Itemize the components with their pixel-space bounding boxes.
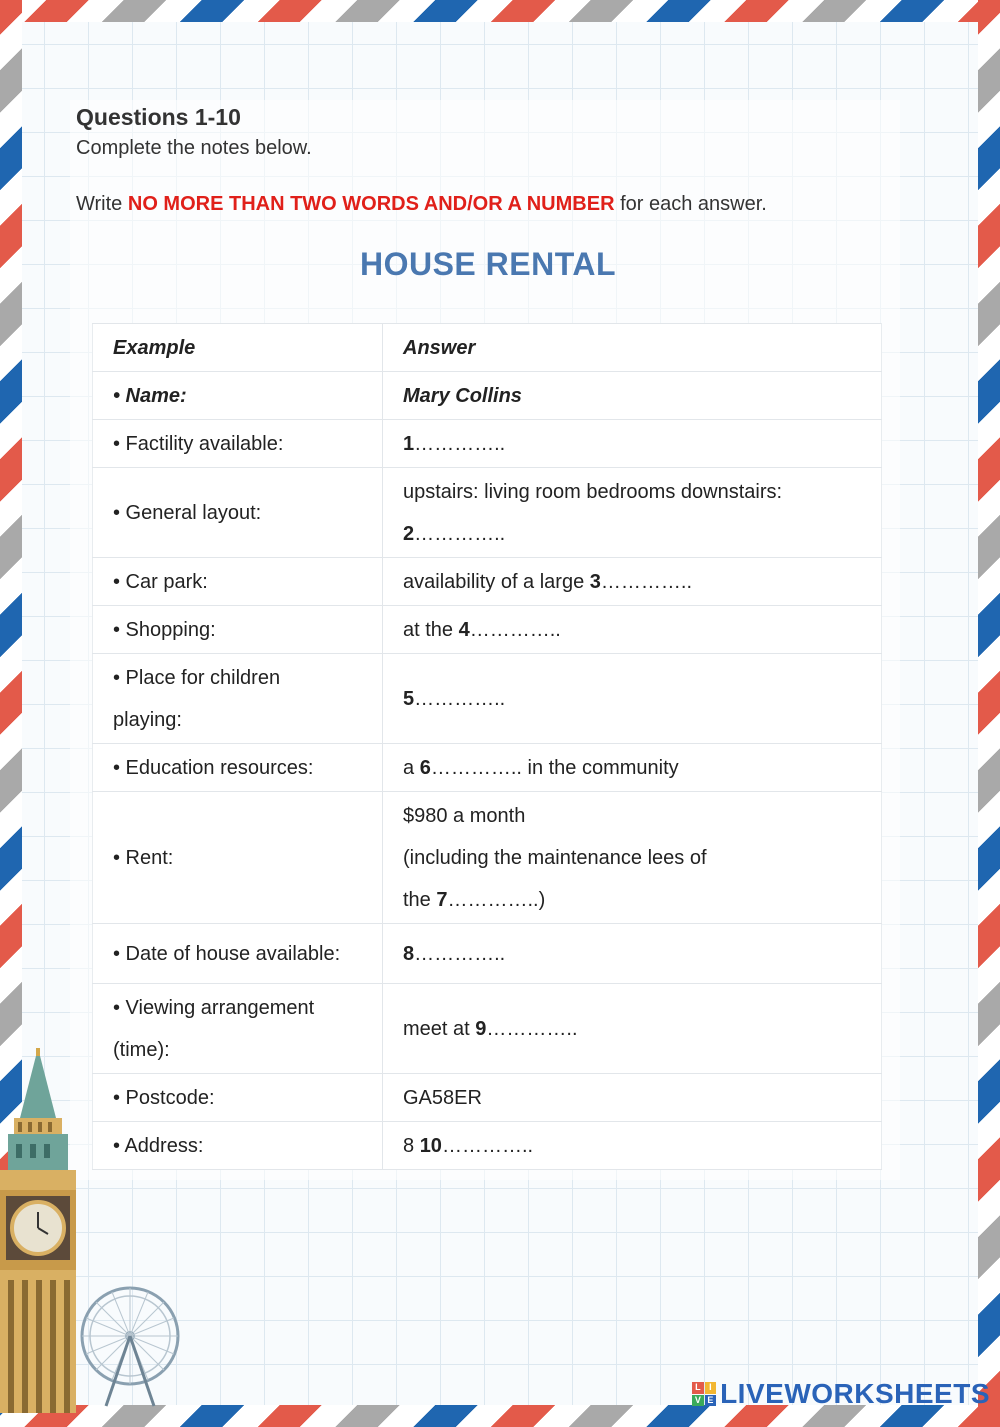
table-row xyxy=(93,792,882,924)
row-label: • Date of house available: xyxy=(93,924,383,984)
answer-blank[interactable]: ………….. xyxy=(486,1017,578,1040)
row-label: • Education resources: xyxy=(93,744,383,792)
answer-text: meet at xyxy=(403,1017,470,1040)
answer-blank[interactable]: ………….. xyxy=(430,756,522,779)
question-number: 9 xyxy=(475,1017,487,1040)
table-row-header xyxy=(93,324,882,372)
row-label: • Car park: xyxy=(93,558,383,606)
row-label: • Address: xyxy=(93,1122,383,1170)
question-number: 4 xyxy=(458,618,470,641)
instruction-suffix: for each answer. xyxy=(620,193,767,215)
table-row xyxy=(93,606,882,654)
answer-blank[interactable]: ………….. xyxy=(600,570,693,593)
question-number: 7 xyxy=(436,888,448,911)
answer-blank[interactable]: ………….. xyxy=(414,432,506,455)
answer-blank[interactable]: ………….. xyxy=(469,618,561,641)
row-label xyxy=(93,984,383,1074)
example-label: Example xyxy=(93,324,383,372)
questions-subtitle: Complete the notes below. xyxy=(76,137,312,159)
answer-blank[interactable]: ………….. xyxy=(447,888,539,911)
instruction-line xyxy=(76,193,767,216)
question-number: 10 xyxy=(419,1134,442,1157)
notes-table xyxy=(92,323,882,1170)
answer-cell xyxy=(383,654,882,744)
row-label: • Postcode: xyxy=(93,1074,383,1122)
table-row-example xyxy=(93,372,882,420)
answer-cell xyxy=(383,420,882,468)
table-row xyxy=(93,468,882,558)
table-row xyxy=(93,654,882,744)
logo-letter: I xyxy=(705,1382,717,1394)
table-row xyxy=(93,1074,882,1122)
answer-text: (including the maintenance lees of xyxy=(403,846,707,869)
logo-text: LIVEWORKSHEETS xyxy=(720,1378,990,1409)
row-label: • Rent: xyxy=(93,792,383,924)
answer-text: the xyxy=(403,888,431,911)
answer-cell xyxy=(383,468,882,558)
logo-letter: V xyxy=(692,1395,704,1407)
answer-cell xyxy=(383,984,882,1074)
answer-text: $980 a month xyxy=(403,804,526,827)
ferris-wheel-illustration xyxy=(76,1284,186,1409)
name-value: Mary Collins xyxy=(383,372,882,420)
row-label: • Shopping: xyxy=(93,606,383,654)
table-row xyxy=(93,420,882,468)
answer-cell xyxy=(383,924,882,984)
question-number: 2 xyxy=(403,522,415,545)
airmail-border-top xyxy=(0,0,1000,22)
name-label: • Name: xyxy=(93,372,383,420)
table-row xyxy=(93,984,882,1074)
logo-letter: E xyxy=(705,1395,717,1407)
answer-blank[interactable]: ………….. xyxy=(414,522,506,545)
answer-text: ) xyxy=(538,888,546,911)
questions-title: Questions 1-10 xyxy=(76,104,241,130)
row-label-line: (time): xyxy=(113,1038,170,1061)
table-row xyxy=(93,744,882,792)
answer-blank[interactable]: ………….. xyxy=(414,687,506,710)
document-title: HOUSE RENTAL xyxy=(359,246,617,282)
airmail-border-right xyxy=(978,0,1000,1413)
question-number: 6 xyxy=(419,756,431,779)
answer-text: 8 xyxy=(403,1134,415,1157)
table-row xyxy=(93,1122,882,1170)
row-label: • Factility available: xyxy=(93,420,383,468)
instruction-emphasis: NO MORE THAN TWO WORDS AND/OR A NUMBER xyxy=(127,193,615,215)
question-number: 3 xyxy=(589,570,601,593)
answer-text: at the xyxy=(403,618,454,641)
answer-text: in the community xyxy=(527,756,679,779)
answer-cell xyxy=(383,792,882,924)
answer-cell xyxy=(383,558,882,606)
logo-icon xyxy=(692,1382,716,1406)
postcode-value: GA58ER xyxy=(383,1074,882,1122)
row-label-line: • Place for children xyxy=(113,666,281,689)
answer-text: availability of a large xyxy=(403,570,585,593)
answer-blank[interactable]: ………….. xyxy=(414,942,506,965)
answer-label: Answer xyxy=(383,324,882,372)
table-row xyxy=(93,924,882,984)
answer-cell xyxy=(383,606,882,654)
answer-cell xyxy=(383,744,882,792)
liveworksheets-logo xyxy=(692,1378,990,1410)
table-row xyxy=(93,558,882,606)
answer-blank[interactable]: ………….. xyxy=(441,1134,534,1157)
row-label: • General layout: xyxy=(93,468,383,558)
row-label xyxy=(93,654,383,744)
logo-letter: L xyxy=(692,1382,704,1394)
row-label-line: playing: xyxy=(113,708,182,731)
answer-cell xyxy=(383,1122,882,1170)
big-ben-illustration xyxy=(0,1048,80,1413)
question-number: 8 xyxy=(403,942,415,965)
answer-text: upstairs: living room bedrooms downstairs: xyxy=(403,480,783,503)
row-label-line: • Viewing arrangement xyxy=(113,996,315,1019)
question-number: 5 xyxy=(403,687,415,710)
answer-text: a xyxy=(403,756,415,779)
instruction-prefix: Write xyxy=(76,193,123,215)
question-number: 1 xyxy=(403,432,415,455)
